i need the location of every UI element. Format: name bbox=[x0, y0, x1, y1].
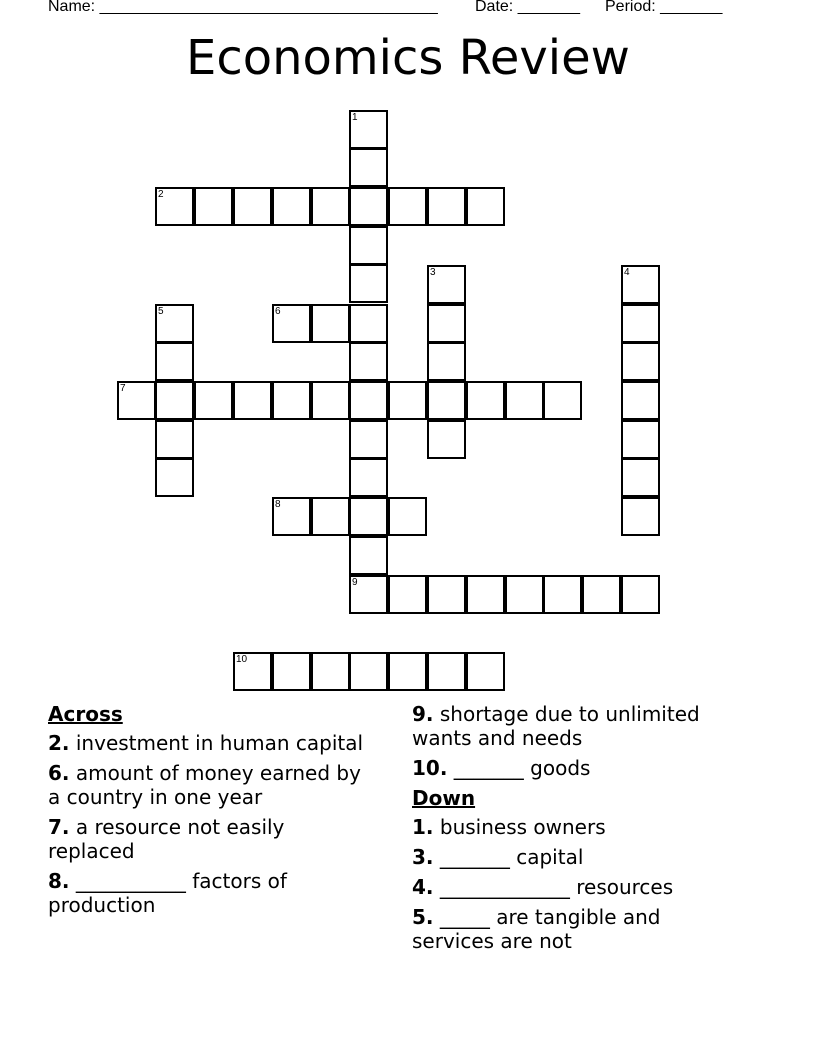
across-clue bbox=[48, 731, 368, 755]
date-field[interactable]: Date: _______ bbox=[475, 0, 580, 15]
grid-cell[interactable] bbox=[349, 420, 388, 459]
grid-cell[interactable] bbox=[349, 536, 388, 575]
clue-text: _____________ resources bbox=[439, 875, 674, 899]
clue-text: ___________ factors of production bbox=[48, 869, 287, 917]
clue-num: 7. bbox=[48, 815, 70, 839]
grid-cell[interactable] bbox=[155, 458, 194, 497]
grid-cell[interactable] bbox=[388, 575, 427, 614]
grid-cell[interactable] bbox=[621, 381, 660, 420]
grid-cell[interactable] bbox=[155, 187, 194, 226]
clue-number: 4 bbox=[624, 267, 630, 278]
grid-cell[interactable] bbox=[466, 187, 505, 226]
grid-cell[interactable] bbox=[272, 304, 311, 343]
grid-cell[interactable] bbox=[621, 497, 660, 536]
clue-number: 9 bbox=[352, 577, 358, 588]
grid-cell[interactable] bbox=[621, 265, 660, 304]
grid-cell[interactable] bbox=[427, 187, 466, 226]
clue-number: 8 bbox=[275, 499, 281, 510]
grid-cell[interactable] bbox=[233, 381, 272, 420]
clue-num: 9. bbox=[412, 702, 434, 726]
clue-num: 3. bbox=[412, 845, 434, 869]
grid-cell[interactable] bbox=[621, 420, 660, 459]
clue-num: 8. bbox=[48, 869, 70, 893]
across-clue bbox=[412, 702, 732, 750]
grid-cell[interactable] bbox=[427, 265, 466, 304]
grid-cell[interactable] bbox=[272, 381, 311, 420]
grid-cell[interactable] bbox=[388, 497, 427, 536]
clue-number: 5 bbox=[158, 306, 164, 317]
clue-number: 2 bbox=[158, 189, 164, 200]
grid-cell[interactable] bbox=[505, 381, 544, 420]
grid-cell[interactable] bbox=[427, 304, 466, 343]
grid-cell[interactable] bbox=[272, 497, 311, 536]
grid-cell[interactable] bbox=[427, 381, 466, 420]
clue-num: 5. bbox=[412, 905, 434, 929]
grid-cell[interactable] bbox=[272, 187, 311, 226]
clue-num: 1. bbox=[412, 815, 434, 839]
grid-cell[interactable] bbox=[194, 381, 233, 420]
grid-cell[interactable] bbox=[427, 342, 466, 381]
clue-number: 6 bbox=[275, 306, 281, 317]
down-clue bbox=[412, 905, 732, 953]
across-clue bbox=[48, 869, 368, 917]
grid-cell[interactable] bbox=[311, 497, 350, 536]
down-clue bbox=[412, 875, 732, 899]
clue-column-right bbox=[412, 702, 732, 959]
grid-cell[interactable] bbox=[155, 381, 194, 420]
grid-cell[interactable] bbox=[311, 187, 350, 226]
clue-number: 1 bbox=[352, 112, 358, 123]
grid-cell[interactable] bbox=[466, 575, 505, 614]
clue-num: 4. bbox=[412, 875, 434, 899]
clue-text: investment in human capital bbox=[75, 731, 364, 755]
grid-cell[interactable] bbox=[349, 148, 388, 187]
grid-cell[interactable] bbox=[621, 304, 660, 343]
clue-text: shortage due to unlimited wants and needs bbox=[412, 702, 700, 750]
grid-cell[interactable] bbox=[543, 381, 582, 420]
clue-text: _______ goods bbox=[453, 756, 591, 780]
clue-column-left bbox=[48, 702, 368, 923]
grid-cell[interactable] bbox=[427, 652, 466, 691]
grid-cell[interactable] bbox=[466, 652, 505, 691]
period-field[interactable]: Period: _______ bbox=[605, 0, 723, 15]
name-field[interactable]: Name: ______________________________________ bbox=[48, 0, 438, 15]
clue-num: 2. bbox=[48, 731, 70, 755]
down-clue bbox=[412, 815, 732, 839]
grid-cell[interactable] bbox=[349, 187, 388, 226]
clue-text: business owners bbox=[439, 815, 606, 839]
grid-cell[interactable] bbox=[349, 652, 388, 691]
grid-cell[interactable] bbox=[621, 342, 660, 381]
clue-num: 10. bbox=[412, 756, 448, 780]
grid-cell[interactable] bbox=[117, 381, 156, 420]
grid-cell[interactable] bbox=[621, 458, 660, 497]
across-heading: Across bbox=[48, 702, 123, 726]
clue-number: 3 bbox=[430, 267, 436, 278]
grid-cell[interactable] bbox=[388, 381, 427, 420]
grid-cell[interactable] bbox=[621, 575, 660, 614]
grid-cell[interactable] bbox=[582, 575, 621, 614]
clue-text: _____ are tangible and services are not bbox=[412, 905, 661, 953]
grid-cell[interactable] bbox=[194, 187, 233, 226]
grid-cell[interactable] bbox=[349, 342, 388, 381]
clue-text: amount of money earned by a country in one year bbox=[48, 761, 361, 809]
grid-cell[interactable] bbox=[349, 304, 388, 343]
page-title: Economics Review bbox=[186, 30, 630, 86]
grid-cell[interactable] bbox=[349, 497, 388, 536]
grid-cell[interactable] bbox=[349, 575, 388, 614]
grid-cell[interactable] bbox=[427, 420, 466, 459]
grid-cell[interactable] bbox=[388, 652, 427, 691]
grid-cell[interactable] bbox=[505, 575, 544, 614]
grid-cell[interactable] bbox=[155, 342, 194, 381]
grid-cell[interactable] bbox=[349, 226, 388, 265]
grid-cell[interactable] bbox=[349, 264, 388, 303]
grid-cell[interactable] bbox=[543, 575, 582, 614]
across-clue bbox=[412, 756, 732, 780]
grid-cell[interactable] bbox=[427, 575, 466, 614]
grid-cell[interactable] bbox=[311, 304, 350, 343]
across-clue bbox=[48, 761, 368, 809]
clue-number: 7 bbox=[120, 383, 126, 394]
clue-num: 6. bbox=[48, 761, 70, 785]
grid-cell[interactable] bbox=[466, 381, 505, 420]
grid-cell[interactable] bbox=[155, 420, 194, 459]
grid-cell[interactable] bbox=[349, 110, 388, 149]
grid-cell[interactable] bbox=[233, 652, 272, 691]
down-clue bbox=[412, 845, 732, 869]
grid-cell[interactable] bbox=[155, 304, 194, 343]
clue-number: 10 bbox=[236, 654, 248, 665]
grid-cell[interactable] bbox=[272, 652, 311, 691]
grid-cell[interactable] bbox=[388, 187, 427, 226]
grid-cell[interactable] bbox=[349, 381, 388, 420]
clue-list bbox=[48, 702, 768, 1002]
across-clue bbox=[48, 815, 368, 863]
grid-cell[interactable] bbox=[311, 652, 350, 691]
grid-cell[interactable] bbox=[233, 187, 272, 226]
grid-cell[interactable] bbox=[349, 458, 388, 497]
clue-text: _______ capital bbox=[439, 845, 584, 869]
clue-text: a resource not easily replaced bbox=[48, 815, 285, 863]
down-heading: Down bbox=[412, 786, 476, 810]
grid-cell[interactable] bbox=[311, 381, 350, 420]
